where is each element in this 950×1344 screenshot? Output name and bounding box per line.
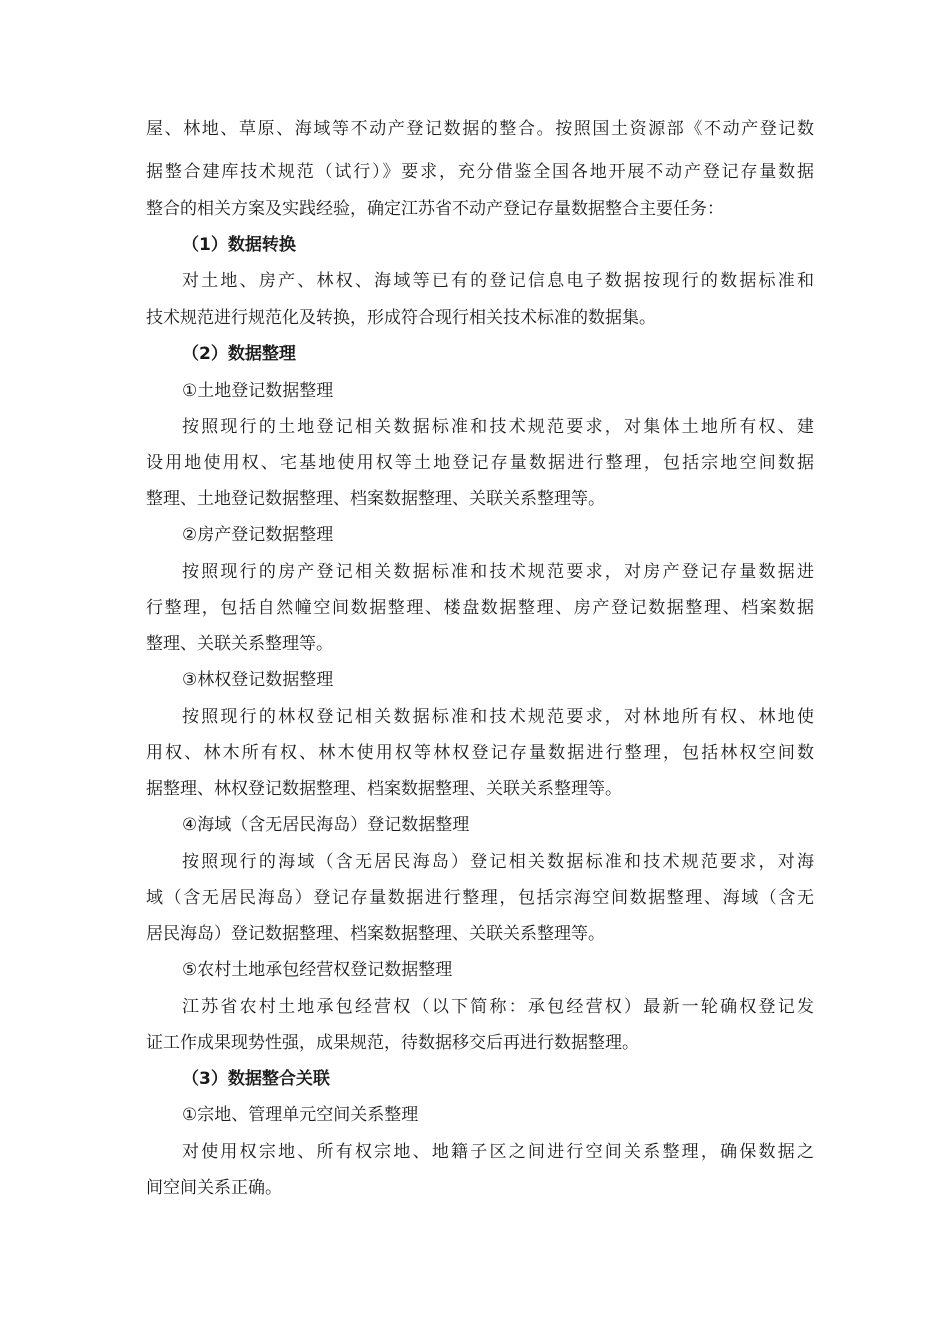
paragraph-line: 按照现行的海域（含无居民海岛）登记相关数据标准和技术规范要求，对海 bbox=[182, 852, 814, 872]
paragraph-line: 证工作成果现势性强，成果规范，待数据移交后再进行数据整理。 bbox=[146, 1033, 639, 1053]
paragraph-line: 按照现行的土地登记相关数据标准和技术规范要求，对集体土地所有权、建 bbox=[182, 417, 814, 437]
paragraph-line: 据整理、林权登记数据整理、档案数据整理、关联关系整理等。 bbox=[146, 779, 622, 799]
paragraph-line: 整理、土地登记数据整理、档案数据整理、关联关系整理等。 bbox=[146, 489, 605, 509]
paragraph-line: 对使用权宗地、所有权宗地、地籍子区之间进行空间关系整理，确保数据之 bbox=[182, 1142, 814, 1162]
subsection-heading: ①宗地、管理单元空间关系整理 bbox=[182, 1105, 419, 1125]
paragraph-line: 屋、林地、草原、海域等不动产登记数据的整合。按照国土资源部《不动产登记数 bbox=[146, 119, 814, 139]
section-heading: （3）数据整合关联 bbox=[182, 1069, 330, 1089]
paragraph-line: 据整合建库技术规范（试行）》要求，充分借鉴全国各地开展不动产登记存量数据 bbox=[146, 162, 814, 182]
paragraph-line: 设用地使用权、宅基地使用权等土地登记存量数据进行整理，包括宗地空间数据 bbox=[146, 453, 814, 473]
paragraph-line: 用权、林木所有权、林木使用权等林权登记存量数据进行整理，包括林权空间数 bbox=[146, 743, 814, 763]
paragraph-line: 间空间关系正确。 bbox=[146, 1178, 282, 1198]
subsection-heading: ②房产登记数据整理 bbox=[182, 525, 334, 545]
paragraph-line: 行整理，包括自然幢空间数据整理、楼盘数据整理、房产登记数据整理、档案数据 bbox=[146, 598, 814, 618]
paragraph-line: 按照现行的林权登记相关数据标准和技术规范要求，对林地所有权、林地使 bbox=[182, 707, 814, 727]
subsection-heading: ⑤农村土地承包经营权登记数据整理 bbox=[182, 960, 453, 980]
paragraph-line: 按照现行的房产登记相关数据标准和技术规范要求，对房产登记存量数据进 bbox=[182, 562, 814, 582]
paragraph-line: 江苏省农村土地承包经营权（以下简称：承包经营权）最新一轮确权登记发 bbox=[182, 997, 814, 1017]
subsection-heading: ①土地登记数据整理 bbox=[182, 381, 334, 401]
section-heading: （1）数据转换 bbox=[182, 235, 296, 255]
paragraph-line: 域（含无居民海岛）登记存量数据进行整理，包括宗海空间数据整理、海域（含无 bbox=[146, 888, 814, 908]
paragraph-line: 整理、关联关系整理等。 bbox=[146, 634, 333, 654]
section-heading: （2）数据整理 bbox=[182, 344, 296, 364]
paragraph-line: 居民海岛）登记数据整理、档案数据整理、关联关系整理等。 bbox=[146, 924, 605, 944]
subsection-heading: ③林权登记数据整理 bbox=[182, 670, 334, 690]
paragraph-line: 整合的相关方案及实践经验，确定江苏省不动产登记存量数据整合主要任务： bbox=[146, 199, 724, 219]
paragraph-line: 技术规范进行规范化及转换，形成符合现行相关技术标准的数据集。 bbox=[146, 308, 656, 328]
paragraph-line: 对土地、房产、林权、海域等已有的登记信息电子数据按现行的数据标准和 bbox=[182, 271, 814, 291]
subsection-heading: ④海域（含无居民海岛）登记数据整理 bbox=[182, 815, 470, 835]
